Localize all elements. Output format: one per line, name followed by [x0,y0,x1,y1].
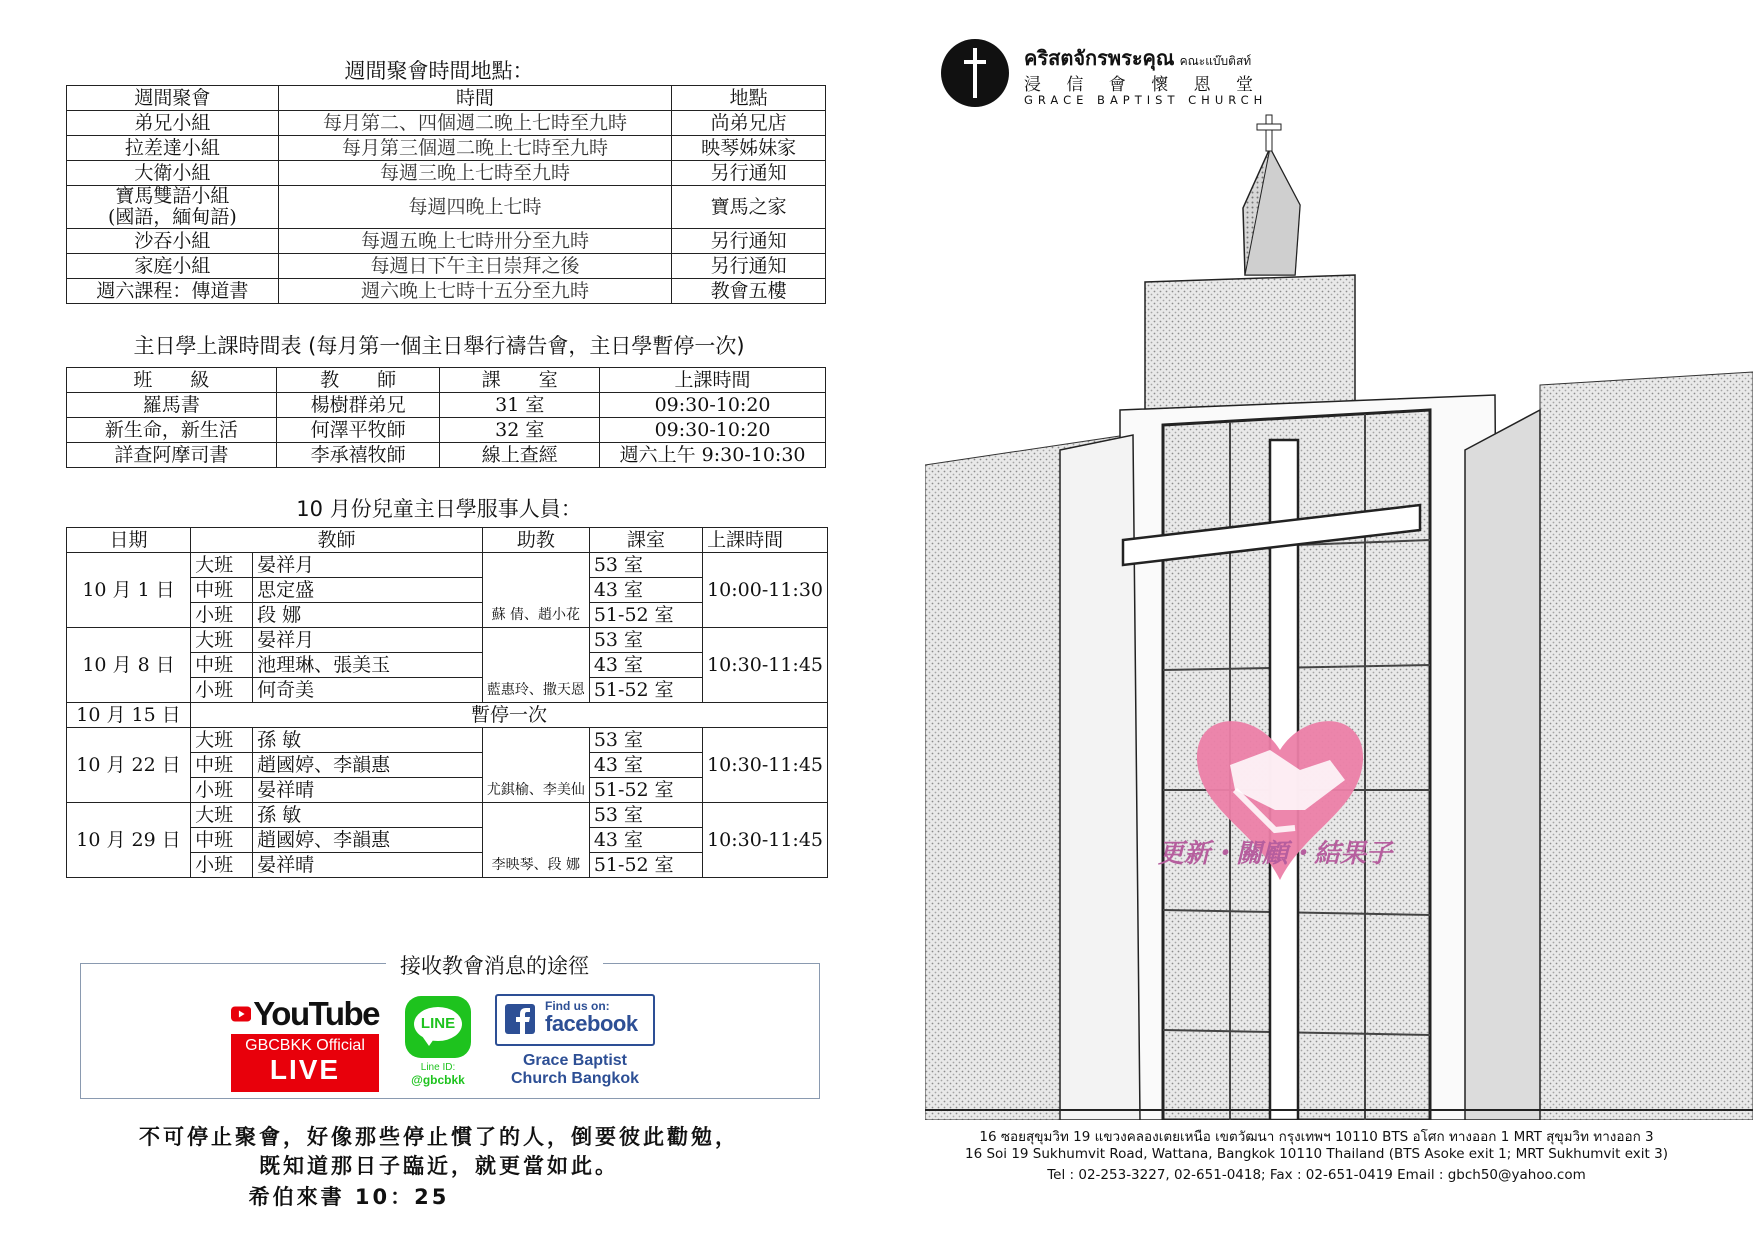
weekly-header-cell: 時間 [278,86,672,111]
youtube-channel: GBCBKK Official [245,1037,365,1054]
ss-row [67,418,826,443]
children-room: 51-52 室 [589,778,702,803]
youtube-wordmark: YouTube [253,995,379,1032]
children-teacher: 池理琳、張美玉 [253,653,483,678]
church-name-en: GRACE BAPTIST CHURCH [1024,93,1268,107]
children-assistant: 李映琴、段 娜 [482,803,589,878]
weekly-row [67,161,826,186]
children-header-cell: 助教 [482,528,589,553]
ss-cell: 羅馬書 [67,393,277,418]
children-header-row [67,528,828,553]
children-teacher: 思定盛 [253,578,483,603]
address-thai: 16 ซอยสุขุมวิท 19 แขวงคลองเตยเหนือ เขตวัฒนา กรุงเทพฯ 10110 BTS อโศก ทางออก 1 MRT สุขุมวิท ทางออก 3 [979,1129,1654,1145]
weekly-row [67,111,826,136]
children-class: 中班 [191,753,253,778]
weekly-title: 週間聚會時間地點： [344,59,534,83]
children-class: 大班 [191,803,253,828]
ss-header-cell: 課 室 [440,368,600,393]
weekly-cell: 每月第三個週二晚上七時至九時 [278,136,672,161]
weekly-cell: 映琴姊妹家 [672,136,826,161]
children-table [66,527,828,878]
children-class: 大班 [191,628,253,653]
weekly-cell: 大衛小組 [67,161,279,186]
facebook-badge[interactable] [495,994,655,1094]
youtube-live: LIVE [269,1054,341,1085]
children-teacher: 晏祥晴 [253,778,483,803]
weekly-cell: 另行通知 [672,254,826,279]
children-date: 10 月 1 日 [67,553,191,628]
children-class: 小班 [191,603,253,628]
children-room: 53 室 [589,628,702,653]
weekly-cell: 弟兄小組 [67,111,279,136]
weekly-cell: 每週五晚上七時卅分至九時 [278,229,672,254]
weekly-table [66,85,826,304]
rooftop-cross-vertical [1266,115,1272,151]
ss-cell: 09:30-10:20 [600,418,826,443]
youtube-badge[interactable] [231,996,379,1090]
children-assistant: 藍惠玲、撒天恩 [482,628,589,703]
children-time: 10:00-11:30 [703,553,828,628]
children-header-cell: 日期 [67,528,191,553]
children-assistant: 尤錤榆、李美仙 [482,728,589,803]
children-class: 中班 [191,578,253,603]
church-name-zh: 浸 信 會 懷 恩 堂 [1024,75,1264,95]
weekly-header-cell: 地點 [672,86,826,111]
facebook-f-icon [505,1004,535,1034]
weekly-cell: 尚弟兄店 [672,111,826,136]
children-paused-date: 10 月 15 日 [67,703,191,728]
children-teacher: 晏祥月 [253,553,483,578]
contact-title: 接收教會消息的途徑 [386,950,603,980]
children-class: 大班 [191,728,253,753]
verse-ref: 希伯來書 10：25 [248,1185,450,1209]
children-title: 10 月份兒童主日學服事人員： [296,497,582,521]
children-teacher: 孫 敏 [253,803,483,828]
youtube-play-icon [231,997,251,1031]
children-room: 43 室 [589,653,702,678]
line-wordmark: LINE [420,1015,456,1032]
tower-block [1145,275,1355,410]
facebook-name-1: Grace Baptist [522,1052,628,1069]
children-assistant: 蘇 倩、趙小花 [482,553,589,628]
line-id: @gbcbkk [411,1073,465,1087]
ss-cell: 09:30-10:20 [600,393,826,418]
children-room: 53 室 [589,803,702,828]
children-room: 43 室 [589,578,702,603]
children-teacher: 晏祥月 [253,628,483,653]
children-class: 小班 [191,853,253,878]
weekly-header-row [67,86,826,111]
children-row [67,803,828,828]
children-class: 中班 [191,828,253,853]
children-class: 大班 [191,553,253,578]
ss-cell: 詳查阿摩司書 [67,443,277,468]
weekly-cell: 拉差達小組 [67,136,279,161]
motto-text: 更新・關顧・結果子 [1157,839,1393,869]
weekly-row [67,186,826,229]
children-room: 43 室 [589,828,702,853]
children-room: 51-52 室 [589,603,702,628]
children-time: 10:30-11:45 [703,803,828,878]
children-teacher: 何奇美 [253,678,483,703]
children-time: 10:30-11:45 [703,728,828,803]
weekly-cell: 週六課程：傳道書 [67,279,279,304]
weekly-header-cell: 週間聚會 [67,86,279,111]
children-teacher: 晏祥晴 [253,853,483,878]
church-name-thai: คริสตจักรพระคุณ [1024,46,1175,70]
facebook-find: Find us on: [545,999,610,1013]
weekly-cell: 每週三晚上七時至九時 [278,161,672,186]
children-row [67,628,828,653]
church-building-illustration [925,110,1753,1120]
children-header-cell: 上課時間 [703,528,828,553]
ss-cell: 31 室 [440,393,600,418]
children-room: 51-52 室 [589,853,702,878]
children-paused-row [67,703,828,728]
side-wall-right [1540,372,1753,1120]
children-teacher: 趙國婷、李韻惠 [253,828,483,853]
weekly-cell: 另行通知 [672,229,826,254]
weekly-row [67,279,826,304]
church-name-thai-small: คณะแบ๊บติสท์ [1179,54,1252,68]
sunday-school-table [66,367,826,468]
ss-cell: 李承禧牧師 [276,443,440,468]
weekly-cell: 教會五樓 [672,279,826,304]
ss-header-cell: 上課時間 [600,368,826,393]
children-header-cell: 課室 [589,528,702,553]
children-date: 10 月 8 日 [67,628,191,703]
children-row [67,728,828,753]
children-date: 10 月 29 日 [67,803,191,878]
verse-line-1: 不可停止聚會，好像那些停止慣了的人，倒要彼此勸勉， [139,1125,739,1149]
facebook-wordmark: facebook [545,1011,638,1036]
line-badge[interactable] [403,996,473,1092]
weekly-cell: 每週四晚上七時 [278,186,672,229]
rooftop-cross-horizontal [1257,124,1281,130]
line-icon [405,996,471,1058]
children-row [67,553,828,578]
ss-cell: 楊樹群弟兄 [276,393,440,418]
weekly-row [67,229,826,254]
ss-header-row [67,368,826,393]
children-room: 51-52 室 [589,678,702,703]
children-paused-text: 暫停一次 [191,703,828,728]
children-time: 10:30-11:45 [703,628,828,703]
contact-line: Tel : 02-253-3227, 02-651-0418; Fax : 02-651-0419 Email : gbch50@yahoo.com [1047,1167,1586,1183]
ss-cell: 線上查經 [440,443,600,468]
children-class: 中班 [191,653,253,678]
weekly-row [67,254,826,279]
weekly-cell: 每月第二、四個週二晚上七時至九時 [278,111,672,136]
ss-header-cell: 教 師 [276,368,440,393]
ss-cell: 32 室 [440,418,600,443]
children-class: 小班 [191,778,253,803]
ss-cell: 週六上午 9:30-10:30 [600,443,826,468]
facade-right-pillar [1465,410,1540,1120]
cross-circle-icon [940,38,1010,108]
weekly-cell: 沙吞小組 [67,229,279,254]
ss-header-cell: 班 級 [67,368,277,393]
children-room: 53 室 [589,553,702,578]
ss-cell: 新生命，新生活 [67,418,277,443]
children-teacher: 段 娜 [253,603,483,628]
facade-left-pillar [1060,435,1140,1120]
children-header-cell: 教師 [191,528,483,553]
children-date: 10 月 22 日 [67,728,191,803]
weekly-row [67,136,826,161]
children-teacher: 孫 敏 [253,728,483,753]
children-teacher: 趙國婷、李韻惠 [253,753,483,778]
weekly-cell: 家庭小組 [67,254,279,279]
facebook-name-2: Church Bangkok [510,1070,639,1087]
sunday-school-title: 主日學上課時間表 (每月第一個主日舉行禱告會，主日學暫停一次) [133,334,745,358]
weekly-cell: 每週日下午主日崇拜之後 [278,254,672,279]
weekly-cell: 寶馬之家 [672,186,826,229]
line-id-label: Line ID: [420,1062,456,1073]
children-class: 小班 [191,678,253,703]
children-room: 53 室 [589,728,702,753]
address-english: 16 Soi 19 Sukhumvit Road, Wattana, Bangkok 10110 Thailand (BTS Asoke exit 1; MRT Sukhumvit exit 3) [965,1146,1668,1162]
weekly-cell: 寶馬雙語小組 (國語，緬甸語) [67,186,279,229]
weekly-cell: 週六晚上七時十五分至九時 [278,279,672,304]
contact-box [80,954,820,1099]
ss-cell: 何澤平牧師 [276,418,440,443]
weekly-cell: 另行通知 [672,161,826,186]
ss-row [67,393,826,418]
verse-line-2: 既知道那日子臨近，就更當如此。 [259,1154,619,1178]
ss-row [67,443,826,468]
children-room: 43 室 [589,753,702,778]
